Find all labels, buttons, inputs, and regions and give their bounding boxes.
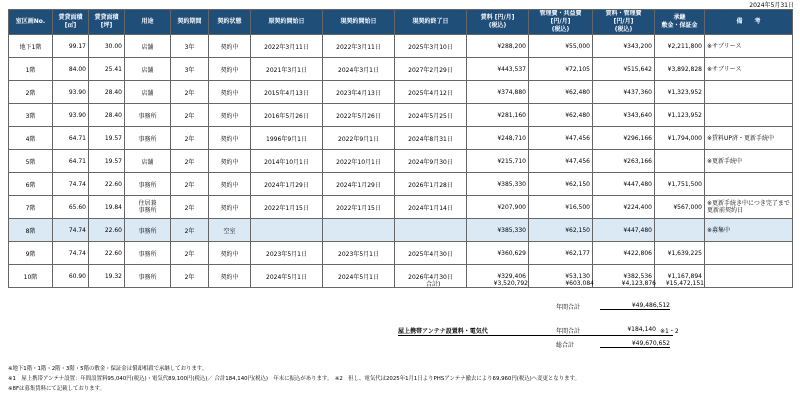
table-cell xyxy=(655,150,705,173)
table-cell: ¥53,130 xyxy=(529,265,593,288)
table-cell: 60.90 xyxy=(53,265,89,288)
table-cell: 19.57 xyxy=(89,150,125,173)
grand-total-value: ¥49,670,652 xyxy=(600,340,670,348)
table-cell: 2023年5月1日 xyxy=(251,242,323,265)
column-header: 備 考 xyxy=(705,10,793,35)
table-cell: 2022年5月26日 xyxy=(323,104,395,127)
table-cell: 2年 xyxy=(171,150,209,173)
column-header: 管理費・共益費 [円/月] (税込) xyxy=(529,10,593,35)
table-cell: ¥248,710 xyxy=(467,127,529,150)
table-cell: ¥62,150 xyxy=(529,219,593,242)
table-cell: 2022年3月11日 xyxy=(251,35,323,58)
table-cell: ¥288,200 xyxy=(467,35,529,58)
table-cell: ¥1,639,225 xyxy=(655,242,705,265)
table-cell: ¥443,537 xyxy=(467,58,529,81)
table-cell xyxy=(395,219,467,242)
table-cell: 2年 xyxy=(171,219,209,242)
table-cell: 25.41 xyxy=(89,58,125,81)
table-cell: 店舗 xyxy=(125,35,171,58)
table-cell: 74.74 xyxy=(53,219,89,242)
column-header: 契約期間 xyxy=(171,10,209,35)
table-cell: 契約中 xyxy=(209,242,251,265)
table-cell: 93.90 xyxy=(53,104,89,127)
table-cell: 93.90 xyxy=(53,81,89,104)
table-cell: 84.00 xyxy=(53,58,89,81)
table-cell: 22.60 xyxy=(89,242,125,265)
table-cell: 7階 xyxy=(9,196,53,219)
antenna-value: ¥184,140 xyxy=(627,326,656,333)
table-cell: 2026年1月28日 xyxy=(395,173,467,196)
table-cell: 2025年3月10日 xyxy=(395,35,467,58)
table-cell: ¥296,166 xyxy=(593,127,655,150)
table-cell: 地下1階 xyxy=(9,35,53,58)
table-cell: ¥281,160 xyxy=(467,104,529,127)
table-cell: ¥207,900 xyxy=(467,196,529,219)
table-cell: 2024年5月1日 xyxy=(251,265,323,288)
table-cell: 3階 xyxy=(9,104,53,127)
table-cell: 74.74 xyxy=(53,173,89,196)
table-cell: ¥422,806 xyxy=(593,242,655,265)
table-cell: ¥447,480 xyxy=(593,173,655,196)
table-cell xyxy=(705,81,793,104)
table-cell: 事務所 xyxy=(125,127,171,150)
table-cell: 契約中 xyxy=(209,173,251,196)
table-cell: 2階 xyxy=(9,81,53,104)
table-row xyxy=(9,173,793,196)
column-header: 賃料・管理費 [円/月] (税込) xyxy=(593,10,655,35)
table-cell: 8階 xyxy=(9,219,53,242)
table-cell: ¥215,710 xyxy=(467,150,529,173)
column-header: 原契約開始日 xyxy=(251,10,323,35)
table-cell xyxy=(655,219,705,242)
table-header-row xyxy=(9,10,793,35)
table-cell: 2025年4月12日 xyxy=(395,81,467,104)
table-cell: 3年 xyxy=(171,35,209,58)
table-cell: 2022年10月1日 xyxy=(323,150,395,173)
table-cell: 2年 xyxy=(171,173,209,196)
table-cell: 契約中 xyxy=(209,58,251,81)
table-cell: ¥62,480 xyxy=(529,104,593,127)
table-cell: ¥47,456 xyxy=(529,127,593,150)
table-cell: 契約中 xyxy=(209,265,251,288)
footnotes xyxy=(8,364,580,394)
table-cell: 店舗 xyxy=(125,58,171,81)
table-cell: 99.17 xyxy=(53,35,89,58)
table-cell xyxy=(705,265,793,288)
table-cell: 9階 xyxy=(9,242,53,265)
table-cell: 3年 xyxy=(171,58,209,81)
table-cell: 2年 xyxy=(171,81,209,104)
column-header: 賃貸面積 [㎡] xyxy=(53,10,89,35)
table-cell: ¥55,000 xyxy=(529,35,593,58)
table-cell: 30.00 xyxy=(89,35,125,58)
table-cell: 事務所 xyxy=(125,173,171,196)
table-cell: ¥374,880 xyxy=(467,81,529,104)
column-header: 現契約開始日 xyxy=(323,10,395,35)
table-cell: 店舗 xyxy=(125,81,171,104)
table-cell: 2016年5月26日 xyxy=(251,104,323,127)
table-cell: 契約中 xyxy=(209,196,251,219)
footnote: ※8Fは募集賃料にて記載しております。 xyxy=(8,386,105,392)
table-cell: 2年 xyxy=(171,196,209,219)
table-row xyxy=(9,242,793,265)
table-cell: ¥343,200 xyxy=(593,35,655,58)
table-cell: 契約中 xyxy=(209,127,251,150)
table-cell: 6階 xyxy=(9,173,53,196)
table-cell: 契約中 xyxy=(209,81,251,104)
total-label: 合計) xyxy=(426,281,441,288)
footnote: ※地下1階・1階・2階・3階・5階の敷金・保証金は償却相殺で承継しております。 xyxy=(8,366,208,372)
table-cell: ¥329,406 xyxy=(467,265,529,288)
table-cell: ¥62,480 xyxy=(529,81,593,104)
table-cell: ¥62,150 xyxy=(529,173,593,196)
table-cell: 64.71 xyxy=(53,150,89,173)
table-cell: ¥1,323,952 xyxy=(655,81,705,104)
grand-total-label: 総合計 xyxy=(556,342,575,349)
table-cell: 2022年9月1日 xyxy=(323,127,395,150)
table-cell: 10階 xyxy=(9,265,53,288)
table-cell: ¥343,640 xyxy=(593,104,655,127)
column-header: 承継 敷金・保証金 xyxy=(655,10,705,35)
table-cell: 2024年9月30日 xyxy=(395,150,467,173)
antenna-annual-label: 年間合計 xyxy=(556,328,581,335)
table-cell: 2022年1月15日 xyxy=(251,196,323,219)
table-cell: ※更新手続中 xyxy=(705,150,793,173)
table-cell: ¥72,105 xyxy=(529,58,593,81)
table-cell: 事務所 xyxy=(125,265,171,288)
table-cell: 2014年10月1日 xyxy=(251,150,323,173)
table-cell: 2022年1月15日 xyxy=(323,196,395,219)
antenna-label: 屋上携帯アンテナ設置料・電気代 xyxy=(398,328,488,335)
table-row xyxy=(9,150,793,173)
table-cell: ※募集中 xyxy=(705,219,793,242)
table-cell: 2026年4月30日 xyxy=(395,265,467,288)
table-row xyxy=(9,219,793,242)
table-cell: ¥385,330 xyxy=(467,219,529,242)
column-header: 現契約終了日 xyxy=(395,10,467,35)
table-cell: 2024年1月29日 xyxy=(251,173,323,196)
table-cell: 22.60 xyxy=(89,219,125,242)
table-cell: 2015年4月13日 xyxy=(251,81,323,104)
table-cell: ¥1,751,500 xyxy=(655,173,705,196)
table-cell: ※サブリース xyxy=(705,35,793,58)
table-cell: 2024年3月1日 xyxy=(323,58,395,81)
table-cell: 住居兼 事務所 xyxy=(125,196,171,219)
table-cell: 2年 xyxy=(171,242,209,265)
table-cell: 74.74 xyxy=(53,242,89,265)
table-cell: 2022年3月11日 xyxy=(323,35,395,58)
table-cell: 2年 xyxy=(171,127,209,150)
table-cell: ¥1,167,894 xyxy=(655,265,705,288)
table-cell: 契約中 xyxy=(209,150,251,173)
table-cell xyxy=(705,173,793,196)
table-cell: 1階 xyxy=(9,58,53,81)
table-cell: ※賃料UP済・更新手続中 xyxy=(705,127,793,150)
antenna-note: ※1・2 xyxy=(660,328,679,335)
table-cell: 2024年1月14日 xyxy=(395,196,467,219)
table-cell: 2024年8月31日 xyxy=(395,127,467,150)
monthly-total: ¥4,123,876 xyxy=(621,280,656,287)
report-date: 2024年5月31日 xyxy=(749,2,794,9)
table-cell: 2年 xyxy=(171,265,209,288)
table-cell: ¥447,480 xyxy=(593,219,655,242)
table-cell: ¥360,629 xyxy=(467,242,529,265)
table-cell: 2024年1月29日 xyxy=(323,173,395,196)
table-cell: ¥16,500 xyxy=(529,196,593,219)
table-cell xyxy=(323,219,395,242)
table-cell: 2023年4月13日 xyxy=(323,81,395,104)
table-cell: ¥62,177 xyxy=(529,242,593,265)
table-cell xyxy=(251,219,323,242)
table-cell: 2025年4月30日 xyxy=(395,242,467,265)
table-cell xyxy=(705,242,793,265)
table-cell: 2021年3月1日 xyxy=(251,58,323,81)
rent-roll-table xyxy=(8,9,793,288)
table-cell: ¥437,360 xyxy=(593,81,655,104)
deposit-total: ¥15,472,151 xyxy=(665,280,704,287)
table-cell: 事務所 xyxy=(125,242,171,265)
table-cell: 5階 xyxy=(9,150,53,173)
table-cell: 事務所 xyxy=(125,104,171,127)
table-cell: 2027年2月29日 xyxy=(395,58,467,81)
table-cell: ¥2,211,800 xyxy=(655,35,705,58)
mgmt-total: ¥603,084 xyxy=(565,280,594,287)
annual-label: 年間合計 xyxy=(556,304,581,311)
table-cell: 28.40 xyxy=(89,81,125,104)
table-cell: ¥1,123,952 xyxy=(655,104,705,127)
table-cell: ¥385,330 xyxy=(467,173,529,196)
table-cell: ¥47,456 xyxy=(529,150,593,173)
table-cell: 19.84 xyxy=(89,196,125,219)
footnote: ※1 屋上携帯アンテナ設置：年間設置料95,040円(税込)・電気代89,100円(税込)／ 合計184,140円(税込) 年末に振込があります。 ※2 但し、電気代は2025年1月1日よりPHSアンテナ撤去により69,960円(税込)へ変更となります。 xyxy=(8,376,580,382)
column-header: 用途 xyxy=(125,10,171,35)
table-cell: ¥3,892,828 xyxy=(655,58,705,81)
table-row xyxy=(9,35,793,58)
table-row xyxy=(9,104,793,127)
table-cell: 19.57 xyxy=(89,127,125,150)
table-row xyxy=(9,81,793,104)
table-cell: 64.71 xyxy=(53,127,89,150)
table-row xyxy=(9,58,793,81)
table-cell: ※サブリース xyxy=(705,58,793,81)
table-cell: 契約中 xyxy=(209,104,251,127)
table-cell: 事務所 xyxy=(125,219,171,242)
column-header: 賃料 [円/月] (税込) xyxy=(467,10,529,35)
table-cell: 2年 xyxy=(171,104,209,127)
table-cell: 契約中 xyxy=(209,35,251,58)
table-cell: 28.40 xyxy=(89,104,125,127)
table-row xyxy=(9,127,793,150)
column-header: 賃貸面積 [坪] xyxy=(89,10,125,35)
table-cell: 2024年5月25日 xyxy=(395,104,467,127)
table-cell: ¥1,794,000 xyxy=(655,127,705,150)
column-header: 室区画No. xyxy=(9,10,53,35)
table-cell: ¥567,000 xyxy=(655,196,705,219)
table-cell: ※更新手続き中につき完了まで更新前契約日 xyxy=(705,196,793,219)
column-header: 契約状態 xyxy=(209,10,251,35)
table-cell: 2024年5月1日 xyxy=(323,265,395,288)
table-cell: 店舗 xyxy=(125,150,171,173)
table-cell: ¥382,536 xyxy=(593,265,655,288)
table-cell: 22.60 xyxy=(89,173,125,196)
table-cell: 19.32 xyxy=(89,265,125,288)
annual-value: ¥49,486,512 xyxy=(600,302,670,310)
table-cell: 空室 xyxy=(209,219,251,242)
table-cell: ¥263,166 xyxy=(593,150,655,173)
table-cell: ¥224,400 xyxy=(593,196,655,219)
table-row xyxy=(9,196,793,219)
table-cell: 2023年5月1日 xyxy=(323,242,395,265)
rent-total: ¥3,520,792 xyxy=(493,280,528,287)
table-cell xyxy=(705,104,793,127)
table-cell: 1996年9月1日 xyxy=(251,127,323,150)
antenna-divider xyxy=(398,335,673,336)
table-cell: 4階 xyxy=(9,127,53,150)
table-cell: 65.60 xyxy=(53,196,89,219)
table-cell: ¥515,642 xyxy=(593,58,655,81)
